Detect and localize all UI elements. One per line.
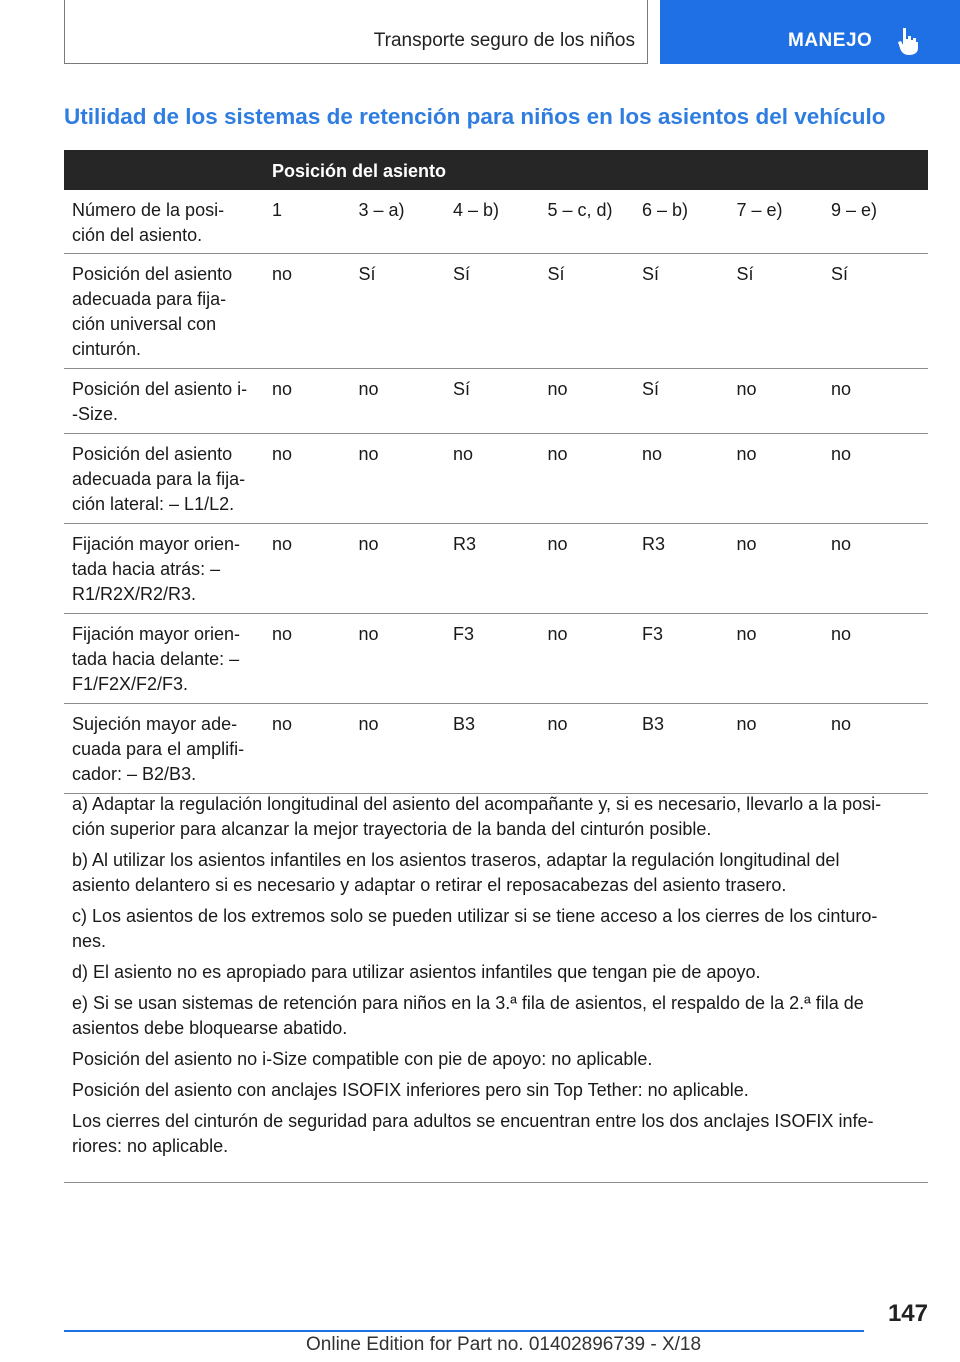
row-value: Sí xyxy=(358,264,376,284)
row-value: B3 xyxy=(642,714,665,734)
row-value: no xyxy=(547,624,568,644)
row-value: no xyxy=(736,444,757,464)
notes-divider xyxy=(64,1182,928,1183)
table-row xyxy=(64,524,928,614)
row-value: no xyxy=(358,444,379,464)
footnote: Posición del asiento con anclajes ISOFIX inferiores pero sin Top Tether: no aplicable. xyxy=(72,1080,749,1100)
row-value: no xyxy=(831,379,852,399)
row-value: no xyxy=(272,379,293,399)
row-value: no xyxy=(453,444,474,464)
row-value: Sí xyxy=(642,379,660,399)
row-value: no xyxy=(736,624,757,644)
footnote: c) Los asientos de los extremos solo se pueden utilizar si se tiene acceso a los cierres de los cinturo- nes. xyxy=(72,906,878,951)
table-header-label: Posición del asiento xyxy=(272,161,447,181)
row-label: Posición del asiento adecuada para fija- ción universal con cinturón. xyxy=(72,264,233,359)
row-value: F3 xyxy=(642,624,664,644)
page-number: 147 xyxy=(887,1300,928,1327)
row-value: no xyxy=(358,379,379,399)
row-value: 5 – c, d) xyxy=(547,200,613,220)
footnotes xyxy=(64,792,928,1165)
footnote: d) El asiento no es apropiado para utilizar asientos infantiles que tengan pie de apoyo. xyxy=(72,962,761,982)
row-label: Fijación mayor orien- tada hacia atrás: – R1/R2X/R2/R3. xyxy=(72,534,241,604)
row-value: F3 xyxy=(453,624,475,644)
row-value: 9 – e) xyxy=(831,200,878,220)
row-value: no xyxy=(547,534,568,554)
row-value: R3 xyxy=(453,534,477,554)
row-value: no xyxy=(831,714,852,734)
page-title: Utilidad de los sistemas de retención para niños en los asientos del vehículo xyxy=(64,104,886,129)
row-value: 1 xyxy=(272,200,283,220)
header-section-box xyxy=(64,0,648,64)
row-value: Sí xyxy=(642,264,660,284)
row-value: no xyxy=(831,444,852,464)
footnote: e) Si se usan sistemas de retención para niños en la 3.ª fila de asientos, el respaldo de la 2.ª fila de asientos debe bloquearse abatido. xyxy=(72,993,864,1038)
row-value: Sí xyxy=(453,264,471,284)
header-chapter-title: MANEJO xyxy=(788,30,873,51)
table-row xyxy=(64,254,928,369)
row-value: no xyxy=(642,444,663,464)
row-value: Sí xyxy=(453,379,471,399)
row-value: no xyxy=(358,534,379,554)
footer-edition: Online Edition for Part no. 01402896739 - X/18 xyxy=(306,1334,702,1355)
table-row xyxy=(64,614,928,704)
row-label: Número de la posi- ción del asiento. xyxy=(72,200,225,245)
row-value: 7 – e) xyxy=(736,200,783,220)
row-value: no xyxy=(736,714,757,734)
row-value: no xyxy=(358,714,379,734)
row-label: Posición del asiento adecuada para la fija- ción lateral: – L1/L2. xyxy=(72,444,246,514)
footnote: Los cierres del cinturón de seguridad para adultos se encuentran entre los dos anclajes ISOFIX infe- riores: no aplicable. xyxy=(72,1111,874,1156)
row-value: no xyxy=(831,624,852,644)
row-value: no xyxy=(272,624,293,644)
row-value: no xyxy=(272,264,293,284)
table-row xyxy=(64,704,928,794)
row-value: no xyxy=(272,534,293,554)
row-value: Sí xyxy=(547,264,565,284)
row-value: no xyxy=(547,714,568,734)
row-value: no xyxy=(736,534,757,554)
row-value: no xyxy=(272,444,293,464)
table-header xyxy=(64,150,928,190)
row-value: no xyxy=(736,379,757,399)
row-value: no xyxy=(831,534,852,554)
header-chapter-tab[interactable] xyxy=(660,0,960,64)
row-value: no xyxy=(358,624,379,644)
child-seat-table xyxy=(64,150,928,794)
steering-hand-icon xyxy=(894,26,922,56)
row-label: Posición del asiento i- -Size. xyxy=(72,379,248,424)
table-row xyxy=(64,434,928,524)
footnote: b) Al utilizar los asientos infantiles en los asientos traseros, adaptar la regulación longitudinal del asiento delantero si es necesario y adaptar o retirar el reposacabezas del asiento trasero. xyxy=(72,850,840,895)
row-value: 4 – b) xyxy=(453,200,500,220)
row-value: no xyxy=(547,379,568,399)
row-value: no xyxy=(547,444,568,464)
row-value: 3 – a) xyxy=(358,200,405,220)
table-row xyxy=(64,190,928,254)
row-value: Sí xyxy=(736,264,754,284)
row-label: Sujeción mayor ade- cuada para el amplifi- cador: – B2/B3. xyxy=(72,714,245,784)
header-section-title: Transporte seguro de los niños xyxy=(373,30,635,51)
row-value: no xyxy=(272,714,293,734)
row-value: B3 xyxy=(453,714,476,734)
row-value: R3 xyxy=(642,534,666,554)
row-label: Fijación mayor orien- tada hacia delante: – F1/F2X/F2/F3. xyxy=(72,624,241,694)
row-value: 6 – b) xyxy=(642,200,689,220)
footnote: a) Adaptar la regulación longitudinal del asiento del acompañante y, si es necesario, llevarlo a la posi- ción superior para alcanzar la mejor trayectoria de la banda del cinturón posible. xyxy=(72,794,882,839)
table-row xyxy=(64,369,928,434)
footer-divider xyxy=(64,1330,864,1332)
row-value: Sí xyxy=(831,264,849,284)
footnote: Posición del asiento no i-Size compatible con pie de apoyo: no aplicable. xyxy=(72,1049,653,1069)
